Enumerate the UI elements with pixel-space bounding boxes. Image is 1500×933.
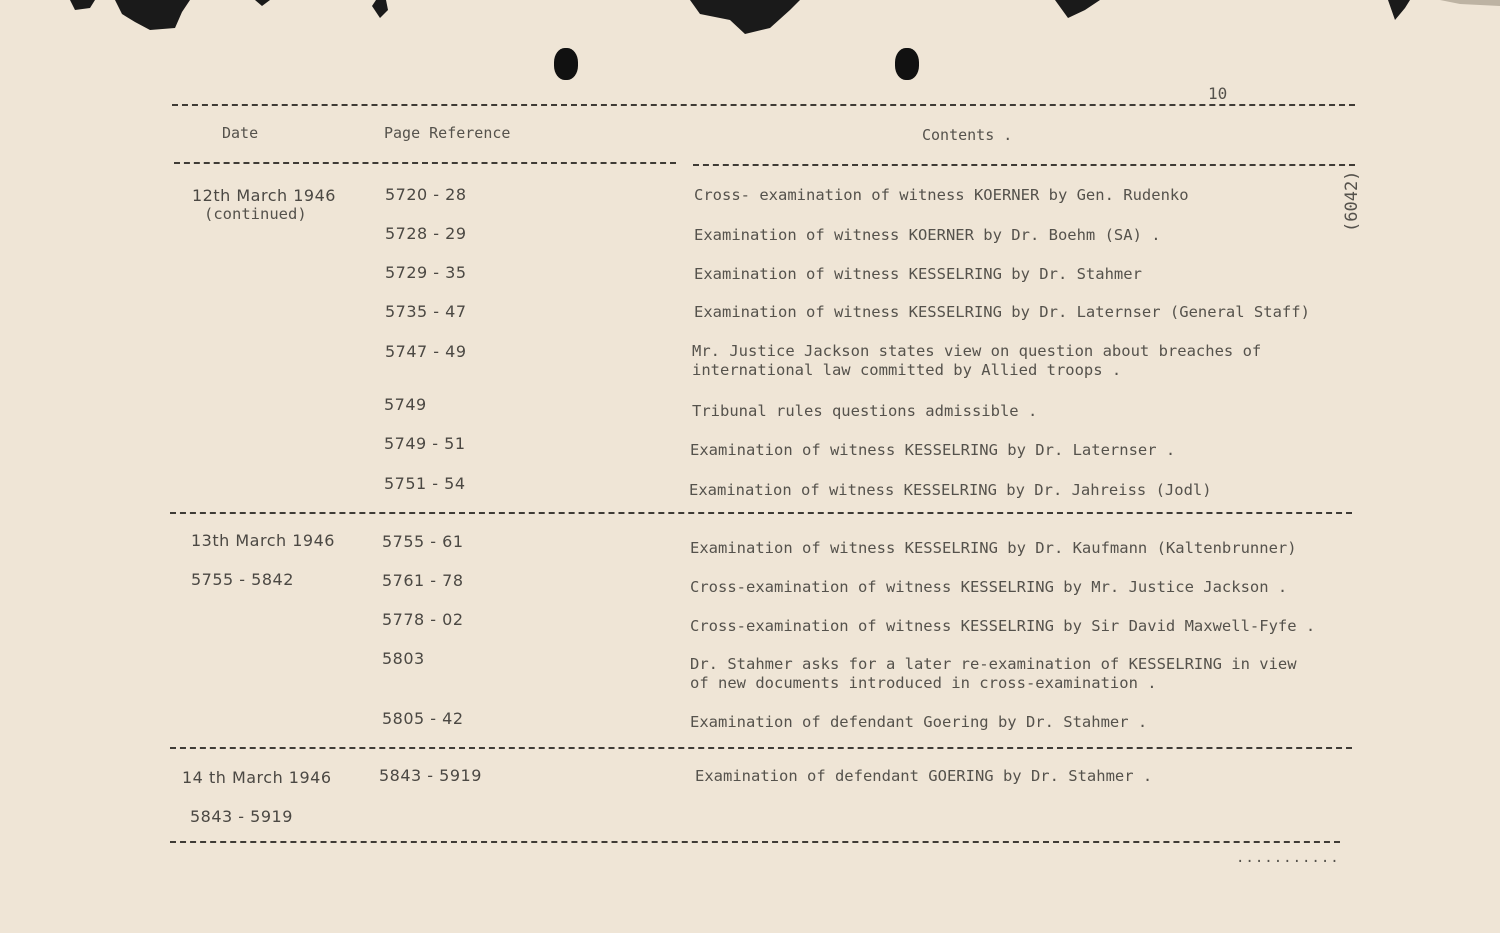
bottom-dots: ........... [1236, 850, 1340, 866]
section-3-range: 5843 - 5919 [190, 807, 293, 826]
entry-contents: Examination of witness KESSELRING by Dr. Jahreiss (Jodl) [689, 481, 1212, 499]
entry-contents: Mr. Justice Jackson states view on question about breaches of international law committed by Allied troops . [692, 342, 1262, 379]
section-3-date: 14 th March 1946 [182, 768, 332, 787]
section-1-date: 12th March 1946 [192, 186, 336, 205]
entry-page-ref: 5720 - 28 [385, 185, 467, 204]
entry-contents: Examination of witness KESSELRING by Dr. Laternser . [690, 441, 1176, 459]
header-date: Date [222, 124, 259, 142]
page-number: 10 [1208, 84, 1228, 103]
punch-hole-left [554, 48, 578, 80]
entry-page-ref: 5728 - 29 [385, 224, 467, 243]
entry-contents: Examination of defendant GOERING by Dr. Stahmer . [695, 767, 1153, 785]
entry-contents: Cross-examination of witness KESSELRING by Mr. Justice Jackson . [690, 578, 1288, 596]
entry-contents: Dr. Stahmer asks for a later re-examination of KESSELRING in view of new documents introduced in cross-examination . [690, 655, 1297, 692]
entry-contents: Cross-examination of witness KESSELRING by Sir David Maxwell-Fyfe . [690, 617, 1316, 635]
section-1-date-note: (continued) [204, 205, 307, 223]
entry-page-ref: 5735 - 47 [385, 302, 467, 321]
entry-page-ref: 5729 - 35 [385, 263, 467, 282]
entry-contents: Examination of witness KOERNER by Dr. Boehm (SA) . [694, 226, 1161, 244]
side-annotation: (6042) [1342, 170, 1362, 232]
entry-page-ref: 5843 - 5919 [379, 766, 482, 785]
entry-page-ref: 5751 - 54 [384, 474, 466, 493]
entry-page-ref: 5749 - 51 [384, 434, 466, 453]
torn-top-edge [0, 0, 1500, 40]
entry-page-ref: 5778 - 02 [382, 610, 464, 629]
header-rule-right [693, 164, 1355, 166]
header-rule-left [174, 162, 676, 164]
header-contents: Contents . [922, 126, 1013, 144]
section-2-date: 13th March 1946 [191, 531, 335, 550]
entry-contents: Examination of witness KESSELRING by Dr. Laternser (General Staff) [694, 303, 1310, 321]
entry-page-ref: 5755 - 61 [382, 532, 464, 551]
entry-page-ref: 5805 - 42 [382, 709, 464, 728]
entry-contents: Examination of defendant Goering by Dr. Stahmer . [690, 713, 1148, 731]
entry-page-ref: 5749 [384, 395, 427, 414]
entry-contents: Tribunal rules questions admissible . [692, 402, 1038, 420]
entry-contents: Examination of witness KESSELRING by Dr. Kaufmann (Kaltenbrunner) [690, 539, 1297, 557]
tractor-dot-row [40, 25, 1440, 33]
entry-page-ref: 5747 - 49 [385, 342, 467, 361]
section-2-range: 5755 - 5842 [191, 570, 294, 589]
header-page-reference: Page Reference [384, 124, 511, 142]
section-rule [170, 747, 1352, 749]
entry-contents: Cross- examination of witness KOERNER by Gen. Rudenko [694, 186, 1189, 204]
punch-hole-right [895, 48, 919, 80]
entry-page-ref: 5761 - 78 [382, 571, 464, 590]
top-rule [172, 104, 1355, 106]
entry-page-ref: 5803 [382, 649, 425, 668]
section-rule [170, 512, 1352, 514]
entry-contents: Examination of witness KESSELRING by Dr. Stahmer [694, 265, 1142, 283]
bottom-rule [170, 841, 1340, 843]
